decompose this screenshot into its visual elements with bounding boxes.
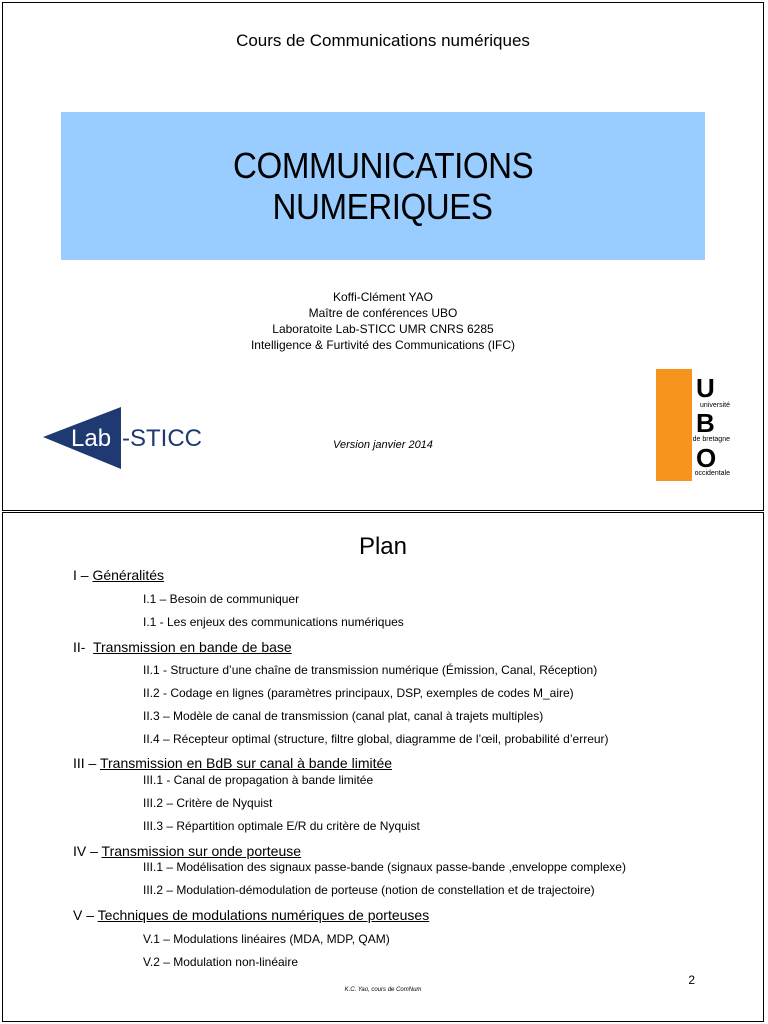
section-prefix: II- bbox=[73, 639, 93, 655]
title-line-1: COMMUNICATIONS bbox=[232, 145, 534, 186]
section-item: V.1 – Modulations linéaires (MDA, MDP, QAM) bbox=[143, 932, 390, 946]
title-banner bbox=[61, 112, 705, 260]
section-item: II.2 - Codage en lignes (paramètres principaux, DSP, exemples de codes M_aire) bbox=[143, 686, 574, 700]
ubo-orange-band bbox=[656, 369, 692, 481]
section-item: I.1 - Les enjeux des communications numériques bbox=[143, 615, 404, 629]
ubo-word-occidentale: occidentale bbox=[694, 470, 730, 477]
section-item: III.3 – Répartition optimale E/R du critère de Nyquist bbox=[143, 819, 420, 833]
section-4-heading bbox=[73, 843, 301, 859]
slide-footer: K.C. Yao, cours de ComNum bbox=[344, 987, 422, 993]
section-item: II.4 – Récepteur optimal (structure, filtre global, diagramme de l’œil, probabilité d’erreur) bbox=[143, 732, 609, 746]
section-1-heading bbox=[73, 567, 164, 583]
plan-title: Plan bbox=[358, 533, 408, 560]
ubo-letter-u: U bbox=[696, 373, 715, 403]
ubo-logo bbox=[656, 369, 732, 481]
plan-slide bbox=[2, 512, 764, 1022]
version-label: Version janvier 2014 bbox=[333, 439, 433, 451]
lab-sticc-text-lab: Lab bbox=[71, 425, 112, 452]
author-position: Maître de conférences UBO bbox=[308, 306, 458, 320]
lab-sticc-text-sticc: -STICC bbox=[122, 425, 202, 452]
section-item: V.2 – Modulation non-linéaire bbox=[143, 955, 298, 969]
section-item: III.2 – Critère de Nyquist bbox=[143, 796, 273, 810]
section-item: III.1 – Modélisation des signaux passe-bande (signaux passe-bande ,enveloppe complexe) bbox=[143, 860, 626, 874]
section-5-heading bbox=[73, 907, 429, 923]
section-item: III.2 – Modulation-démodulation de porteuse (notion de constellation et de trajectoire) bbox=[143, 883, 595, 897]
section-item: I.1 – Besoin de communiquer bbox=[143, 592, 300, 606]
author-lab: Laboratoite Lab-STICC UMR CNRS 6285 bbox=[272, 322, 494, 336]
title-line-2: NUMERIQUES bbox=[273, 186, 493, 227]
ubo-letter-b: B bbox=[696, 408, 715, 438]
author-team: Intelligence & Furtivité des Communications (IFC) bbox=[250, 338, 516, 352]
section-title: Techniques de modulations numériques de porteuses bbox=[97, 907, 430, 923]
page-number: 2 bbox=[688, 973, 695, 987]
section-title: Transmission en bande de base bbox=[92, 639, 292, 655]
section-item: II.1 - Structure d’une chaîne de transmission numérique (Émission, Canal, Réception) bbox=[143, 663, 598, 677]
section-item: II.3 – Modèle de canal de transmission (canal plat, canal à trajets multiples) bbox=[143, 709, 544, 723]
section-prefix: V – bbox=[73, 907, 98, 923]
section-item: III.1 - Canal de propagation à bande limitée bbox=[143, 773, 374, 787]
section-3-heading bbox=[73, 755, 392, 771]
section-prefix: IV – bbox=[73, 843, 102, 859]
title-slide bbox=[2, 2, 764, 511]
section-prefix: III – bbox=[73, 755, 100, 771]
section-prefix: I – bbox=[73, 567, 93, 583]
section-title: Transmission sur onde porteuse bbox=[101, 843, 302, 859]
author-block bbox=[3, 289, 763, 353]
section-2-heading bbox=[73, 639, 292, 655]
section-title: Transmission en BdB sur canal à bande limitée bbox=[99, 755, 393, 771]
ubo-letter-o: O bbox=[696, 443, 717, 473]
course-header: Cours de Communications numériques bbox=[236, 31, 530, 50]
ubo-word-bretagne: de bretagne bbox=[692, 436, 730, 443]
author-name: Koffi-Clément YAO bbox=[332, 290, 434, 304]
ubo-word-universite: université bbox=[700, 402, 730, 409]
section-title: Généralités bbox=[92, 567, 165, 583]
